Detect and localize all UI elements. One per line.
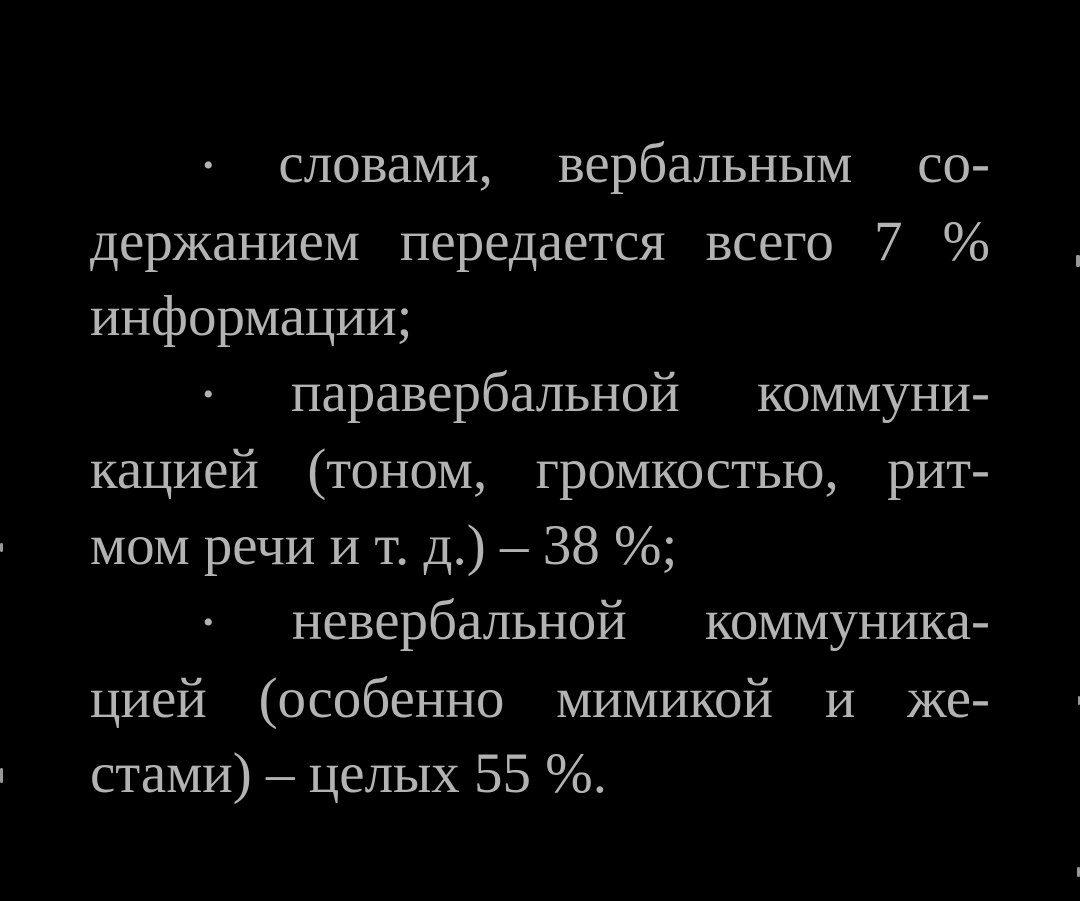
clipped-glyph-fragment-left-2 [0, 768, 3, 783]
text-column [90, 126, 990, 812]
text-line [90, 355, 990, 433]
text-line [90, 126, 990, 204]
text-line [90, 583, 990, 661]
text-line [90, 508, 990, 584]
bullet-icon: • [203, 606, 214, 639]
clipped-glyph-fragment-right-1 [1076, 255, 1080, 267]
text-line [90, 736, 990, 812]
line-text: мом речи и т. д.) – 38 %; [90, 513, 678, 577]
line-text: информации; [90, 285, 413, 348]
text-line [90, 432, 990, 508]
line-text: невербальной коммуника- [291, 589, 991, 652]
line-text: стами) – целых 55 %. [90, 742, 608, 805]
bullet-icon: • [203, 377, 214, 411]
line-text: паравербальной коммуни- [290, 360, 990, 424]
line-text: цией (особенно мимикой и же- [90, 666, 990, 730]
line-text: держанием передается всего 7 % [90, 209, 990, 273]
text-line [90, 661, 990, 737]
clipped-glyph-fragment-left-1 [0, 543, 3, 552]
line-text: словами, вербальным со- [278, 132, 990, 195]
bullet-icon: • [203, 149, 214, 182]
text-line [90, 279, 990, 355]
line-text: кацией (тоном, громкостью, рит- [90, 438, 990, 501]
text-line [90, 204, 990, 280]
